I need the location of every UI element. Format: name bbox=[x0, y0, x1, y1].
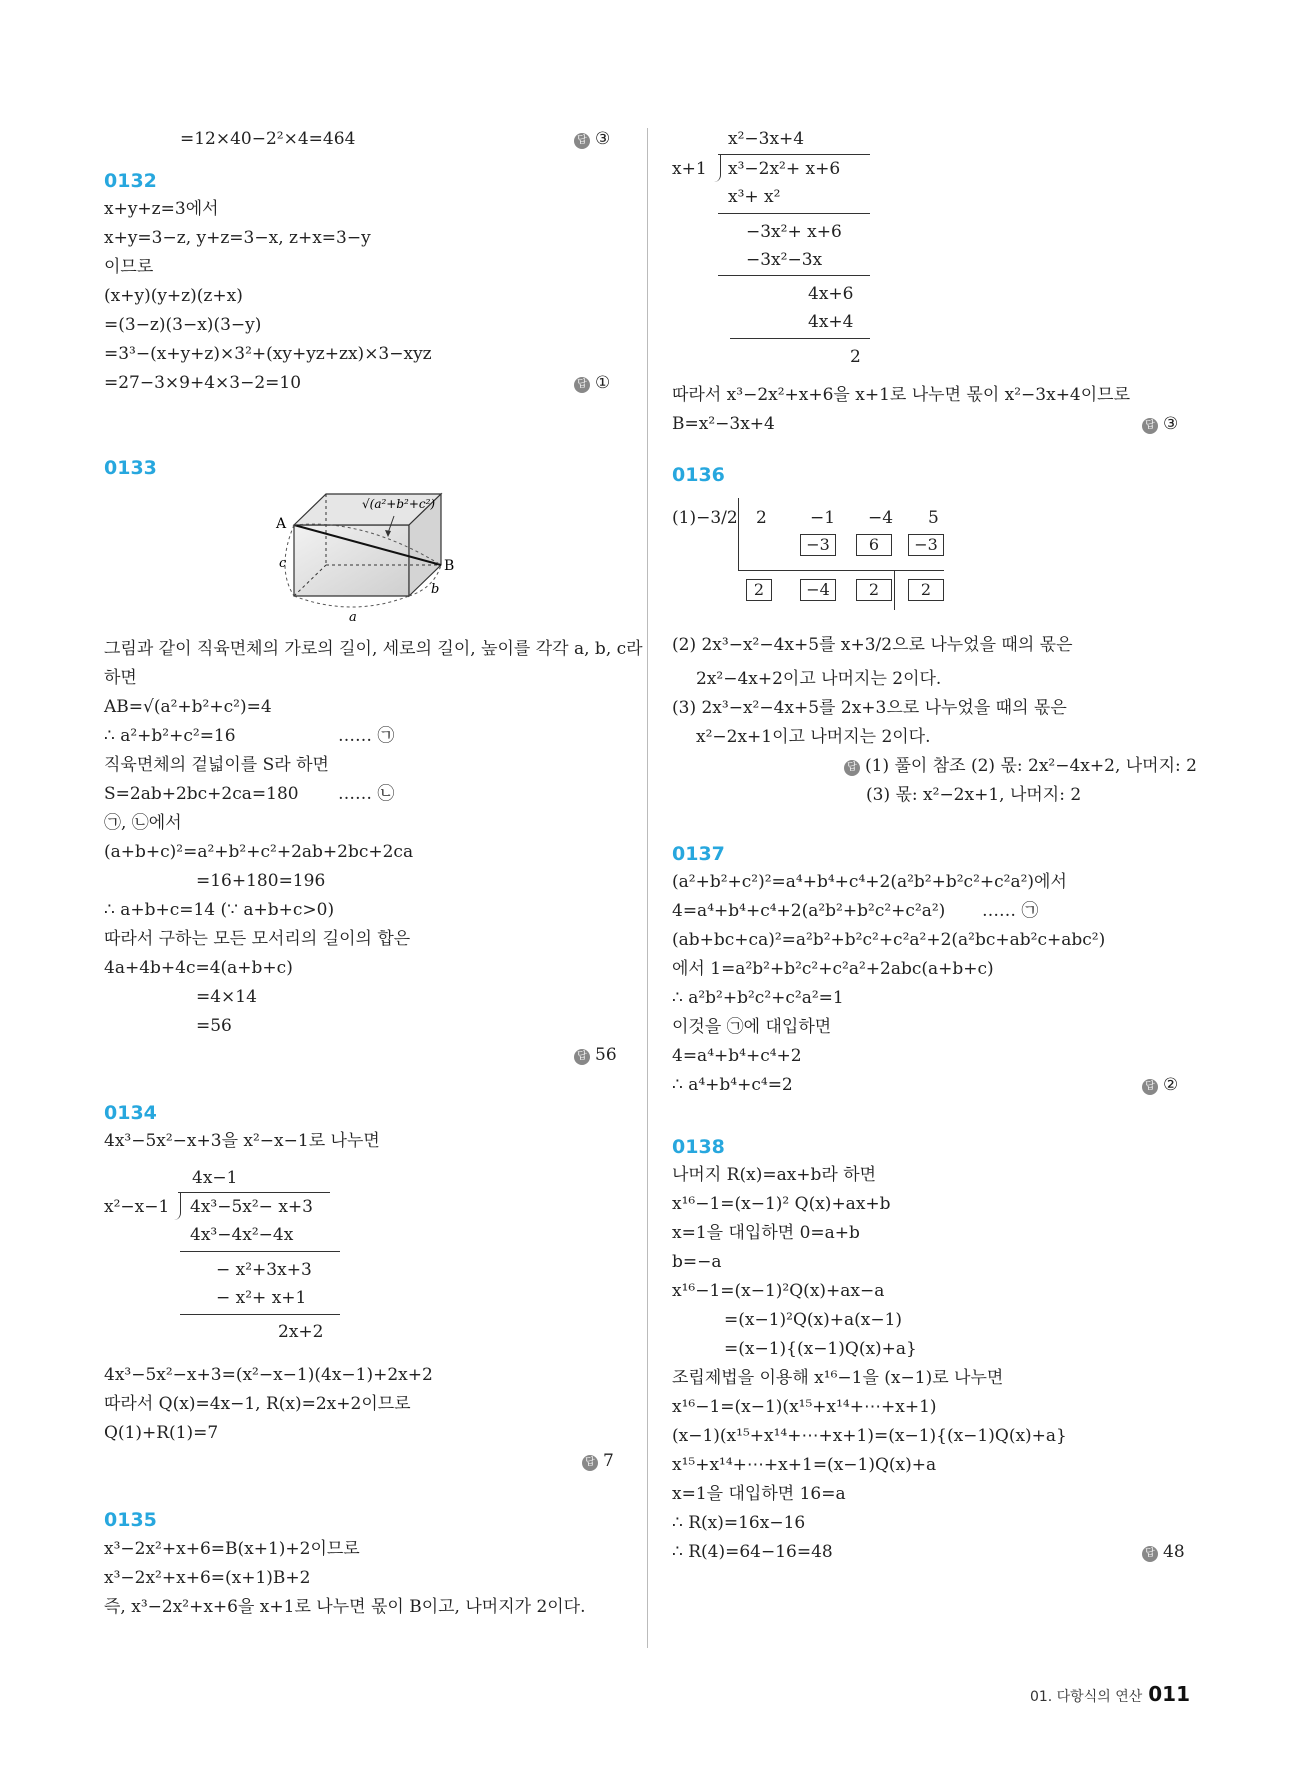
answer-136: 답 (1) 풀이 참조 (2) 몫: 2x²−4x+2, 나머지: 2 bbox=[844, 755, 1197, 777]
synthetic-coefficient: 5 bbox=[928, 508, 939, 528]
solution-line: 조립제법을 이용해 x¹⁶−1을 (x−1)로 나누면 bbox=[672, 1368, 1004, 1388]
solution-line: =3³−(x+y+z)×3²+(xy+yz+zx)×3−xyz bbox=[104, 344, 432, 364]
diagonal-label: √(a²+b²+c²) bbox=[362, 497, 436, 511]
solution-line: (3) 2x³−x²−4x+5를 2x+3으로 나누었을 때의 몫은 bbox=[672, 698, 1067, 718]
solution-line: 2x²−4x+2이고 나머지는 2이다. bbox=[696, 669, 942, 689]
solution-line: (2) 2x³−x²−4x+5를 x+3/2으로 나누었을 때의 몫은 bbox=[672, 635, 1073, 655]
solution-line: 4=a⁴+b⁴+c⁴+2 bbox=[672, 1046, 802, 1066]
solution-line: ∴ R(x)=16x−16 bbox=[672, 1513, 806, 1533]
answer-133: 답 56 bbox=[574, 1044, 617, 1066]
solution-line: ∴ a²+b²+c²=16 bbox=[104, 726, 236, 746]
solution-line: =16+180=196 bbox=[196, 871, 326, 891]
solution-line: x³−2x²+x+6=B(x+1)+2이므로 bbox=[104, 1539, 360, 1559]
solution-line: (x+y)(y+z)(z+x) bbox=[104, 286, 243, 306]
solution-line: 4=a⁴+b⁴+c⁴+2(a²b²+b²c²+c²a²) bbox=[672, 901, 946, 921]
edge-c-label: c bbox=[279, 556, 287, 571]
solution-line: =(3−z)(3−x)(3−y) bbox=[104, 315, 262, 335]
vertex-b-label: B bbox=[444, 558, 455, 574]
division-quotient: 4x−1 bbox=[192, 1168, 238, 1188]
synthetic-result-box: 2 bbox=[908, 579, 944, 601]
synthetic-result-box: −4 bbox=[800, 579, 836, 601]
equation-marker: …… ㉠ bbox=[338, 726, 395, 746]
division-bar bbox=[178, 1192, 330, 1193]
solution-line: 하면 bbox=[104, 668, 137, 688]
answer-badge-icon: 답 bbox=[1142, 1079, 1158, 1095]
problem-number-0135: 0135 bbox=[104, 1509, 157, 1531]
cuboid-figure bbox=[264, 488, 484, 623]
answer-137: 답 ② bbox=[1142, 1074, 1178, 1096]
solution-line: x¹⁶−1=(x−1)² Q(x)+ax+b bbox=[672, 1194, 891, 1214]
equation-marker: …… ㉡ bbox=[338, 784, 395, 804]
answer-131: 답 ③ bbox=[574, 128, 610, 150]
division-divisor: x²−x−1 bbox=[104, 1197, 170, 1217]
edge-b-label: b bbox=[431, 582, 440, 597]
solution-line: x¹⁶−1=(x−1)(x¹⁵+x¹⁴+⋯+x+1) bbox=[672, 1397, 937, 1417]
solution-line: =56 bbox=[196, 1016, 232, 1036]
solution-line: x+y+z=3에서 bbox=[104, 199, 219, 219]
solution-line: x=1을 대입하면 16=a bbox=[672, 1484, 846, 1504]
solution-line: x¹⁵+x¹⁴+⋯+x+1=(x−1)Q(x)+a bbox=[672, 1455, 937, 1475]
division-dividend: 4x³−5x²− x+3 bbox=[190, 1197, 313, 1217]
edge-a-label: a bbox=[349, 610, 357, 623]
problem-number-0138: 0138 bbox=[672, 1136, 725, 1158]
division-rule bbox=[718, 213, 870, 214]
division-step: − x²+3x+3 bbox=[216, 1260, 312, 1280]
solution-line: (x−1)(x¹⁵+x¹⁴+⋯+x+1)=(x−1){(x−1)Q(x)+a} bbox=[672, 1426, 1067, 1446]
division-step: 4x+6 bbox=[808, 284, 854, 304]
solution-line: Q(1)+R(1)=7 bbox=[104, 1423, 219, 1443]
answer-138: 답 48 bbox=[1142, 1541, 1185, 1563]
division-step: − x²+ x+1 bbox=[216, 1288, 307, 1308]
division-rule bbox=[180, 1251, 340, 1252]
problem-number-0133: 0133 bbox=[104, 457, 157, 479]
division-bracket bbox=[174, 1192, 181, 1220]
solution-line: 따라서 Q(x)=4x−1, R(x)=2x+2이므로 bbox=[104, 1394, 411, 1414]
solution-line: 4x³−5x²−x+3을 x²−x−1로 나누면 bbox=[104, 1131, 380, 1151]
division-remainder: 2x+2 bbox=[278, 1322, 324, 1342]
division-step: x³+ x² bbox=[728, 187, 781, 207]
synthetic-coefficient: 2 bbox=[756, 508, 767, 528]
answer-badge-icon: 답 bbox=[1142, 1546, 1158, 1562]
solution-line: ㉠, ㉡에서 bbox=[104, 813, 182, 833]
answer-badge-icon: 답 bbox=[1142, 418, 1158, 434]
problem-number-0136: 0136 bbox=[672, 464, 725, 486]
division-remainder: 2 bbox=[850, 347, 861, 367]
solution-line: 따라서 x³−2x²+x+6을 x+1로 나누면 몫이 x²−3x+4이므로 bbox=[672, 385, 1131, 405]
synthetic-result-box: 2 bbox=[856, 579, 892, 601]
division-divisor: x+1 bbox=[672, 159, 707, 179]
division-step: −3x²−3x bbox=[746, 250, 823, 270]
solution-line: 에서 1=a²b²+b²c²+c²a²+2abc(a+b+c) bbox=[672, 959, 994, 979]
answer-135: 답 ③ bbox=[1142, 413, 1178, 435]
division-step: −3x²+ x+6 bbox=[746, 222, 842, 242]
solution-line: b=−a bbox=[672, 1252, 722, 1272]
synthetic-middle-box: 6 bbox=[856, 534, 892, 556]
solution-line: (a+b+c)²=a²+b²+c²+2ab+2bc+2ca bbox=[104, 842, 414, 862]
solution-line: ∴ a+b+c=14 (∵ a+b+c>0) bbox=[104, 900, 335, 920]
synthetic-middle-box: −3 bbox=[908, 534, 944, 556]
solution-line: 이것을 ㉠에 대입하면 bbox=[672, 1017, 832, 1037]
division-rule bbox=[718, 275, 870, 276]
division-bar bbox=[718, 154, 870, 155]
solution-line: 즉, x³−2x²+x+6을 x+1로 나누면 몫이 B이고, 나머지가 2이다. bbox=[104, 1597, 586, 1617]
synthetic-division-rule bbox=[738, 570, 944, 571]
solution-line: =(x−1)²Q(x)+a(x−1) bbox=[724, 1310, 903, 1330]
answer-badge-icon: 답 bbox=[574, 133, 590, 149]
division-quotient: x²−3x+4 bbox=[728, 129, 805, 149]
solution-line: 나머지 R(x)=ax+b라 하면 bbox=[672, 1165, 877, 1185]
answer-badge-icon: 답 bbox=[582, 1455, 598, 1471]
division-step: 4x³−4x²−4x bbox=[190, 1225, 294, 1245]
division-rule bbox=[180, 1314, 340, 1315]
vertex-a-label: A bbox=[276, 516, 287, 532]
synthetic-middle-box: −3 bbox=[800, 534, 836, 556]
problem-number-0137: 0137 bbox=[672, 843, 725, 865]
solution-line: =27−3×9+4×3−2=10 bbox=[104, 373, 302, 393]
solution-line: x²−2x+1이고 나머지는 2이다. bbox=[696, 727, 931, 747]
line-131: =12×40−2²×4=464 bbox=[180, 129, 356, 149]
solution-line: 이므로 bbox=[104, 257, 154, 277]
equation-marker: …… ㉠ bbox=[982, 901, 1039, 921]
answer-136-line2: (3) 몫: x²−2x+1, 나머지: 2 bbox=[866, 785, 1082, 805]
solution-line: 4x³−5x²−x+3=(x²−x−1)(4x−1)+2x+2 bbox=[104, 1365, 433, 1385]
solution-line: (ab+bc+ca)²=a²b²+b²c²+c²a²+2(a²bc+ab²c+abc²) bbox=[672, 930, 1106, 950]
solution-line: (a²+b²+c²)²=a⁴+b⁴+c⁴+2(a²b²+b²c²+c²a²)에서 bbox=[672, 872, 1067, 892]
solution-line: 그림과 같이 직육면체의 가로의 길이, 세로의 길이, 높이를 각각 a, b, c라 bbox=[104, 639, 643, 659]
solution-line: S=2ab+2bc+2ca=180 bbox=[104, 784, 299, 804]
problem-number-0134: 0134 bbox=[104, 1102, 157, 1124]
problem-number-0132: 0132 bbox=[104, 170, 157, 192]
division-dividend: x³−2x²+ x+6 bbox=[728, 159, 841, 179]
answer-badge-icon: 답 bbox=[574, 377, 590, 393]
synthetic-division-label: (1)−3/2 bbox=[672, 508, 738, 528]
solution-line: =4×14 bbox=[196, 987, 257, 1007]
answer-132: 답 ① bbox=[574, 372, 610, 394]
synthetic-coefficient: −1 bbox=[810, 508, 836, 528]
column-divider bbox=[647, 128, 648, 1648]
answer-134: 답 7 bbox=[582, 1450, 614, 1472]
chapter-title: 01. 다항식의 연산 bbox=[1029, 1689, 1143, 1705]
answer-badge-icon: 답 bbox=[574, 1049, 590, 1065]
solution-line: AB=√(a²+b²+c²)=4 bbox=[104, 697, 272, 717]
solution-line: B=x²−3x+4 bbox=[672, 414, 775, 434]
synthetic-division-remainder-rule bbox=[894, 570, 895, 610]
solution-line: ∴ a²b²+b²c²+c²a²=1 bbox=[672, 988, 844, 1008]
solution-line: x+y=3−z, y+z=3−x, z+x=3−y bbox=[104, 228, 371, 248]
synthetic-division-vertical-rule bbox=[738, 498, 739, 570]
division-rule bbox=[730, 338, 870, 339]
page-footer bbox=[1030, 1682, 1190, 1706]
solution-line: ∴ a⁴+b⁴+c⁴=2 bbox=[672, 1075, 793, 1095]
solution-line: ∴ R(4)=64−16=48 bbox=[672, 1542, 833, 1562]
solution-line: 직육면체의 겉넓이를 S라 하면 bbox=[104, 755, 329, 775]
page-number: 011 bbox=[1148, 1682, 1190, 1706]
solution-line: x³−2x²+x+6=(x+1)B+2 bbox=[104, 1568, 311, 1588]
answer-badge-icon: 답 bbox=[844, 760, 860, 776]
solution-line: x=1을 대입하면 0=a+b bbox=[672, 1223, 860, 1243]
solution-line: 4a+4b+4c=4(a+b+c) bbox=[104, 958, 293, 978]
division-step: 4x+4 bbox=[808, 312, 854, 332]
synthetic-coefficient: −4 bbox=[868, 508, 894, 528]
solution-line: x¹⁶−1=(x−1)²Q(x)+ax−a bbox=[672, 1281, 885, 1301]
solution-line: =(x−1){(x−1)Q(x)+a} bbox=[724, 1339, 917, 1359]
division-bracket bbox=[714, 154, 721, 182]
synthetic-result-box: 2 bbox=[746, 579, 772, 601]
solution-line: 따라서 구하는 모든 모서리의 길이의 합은 bbox=[104, 929, 411, 949]
